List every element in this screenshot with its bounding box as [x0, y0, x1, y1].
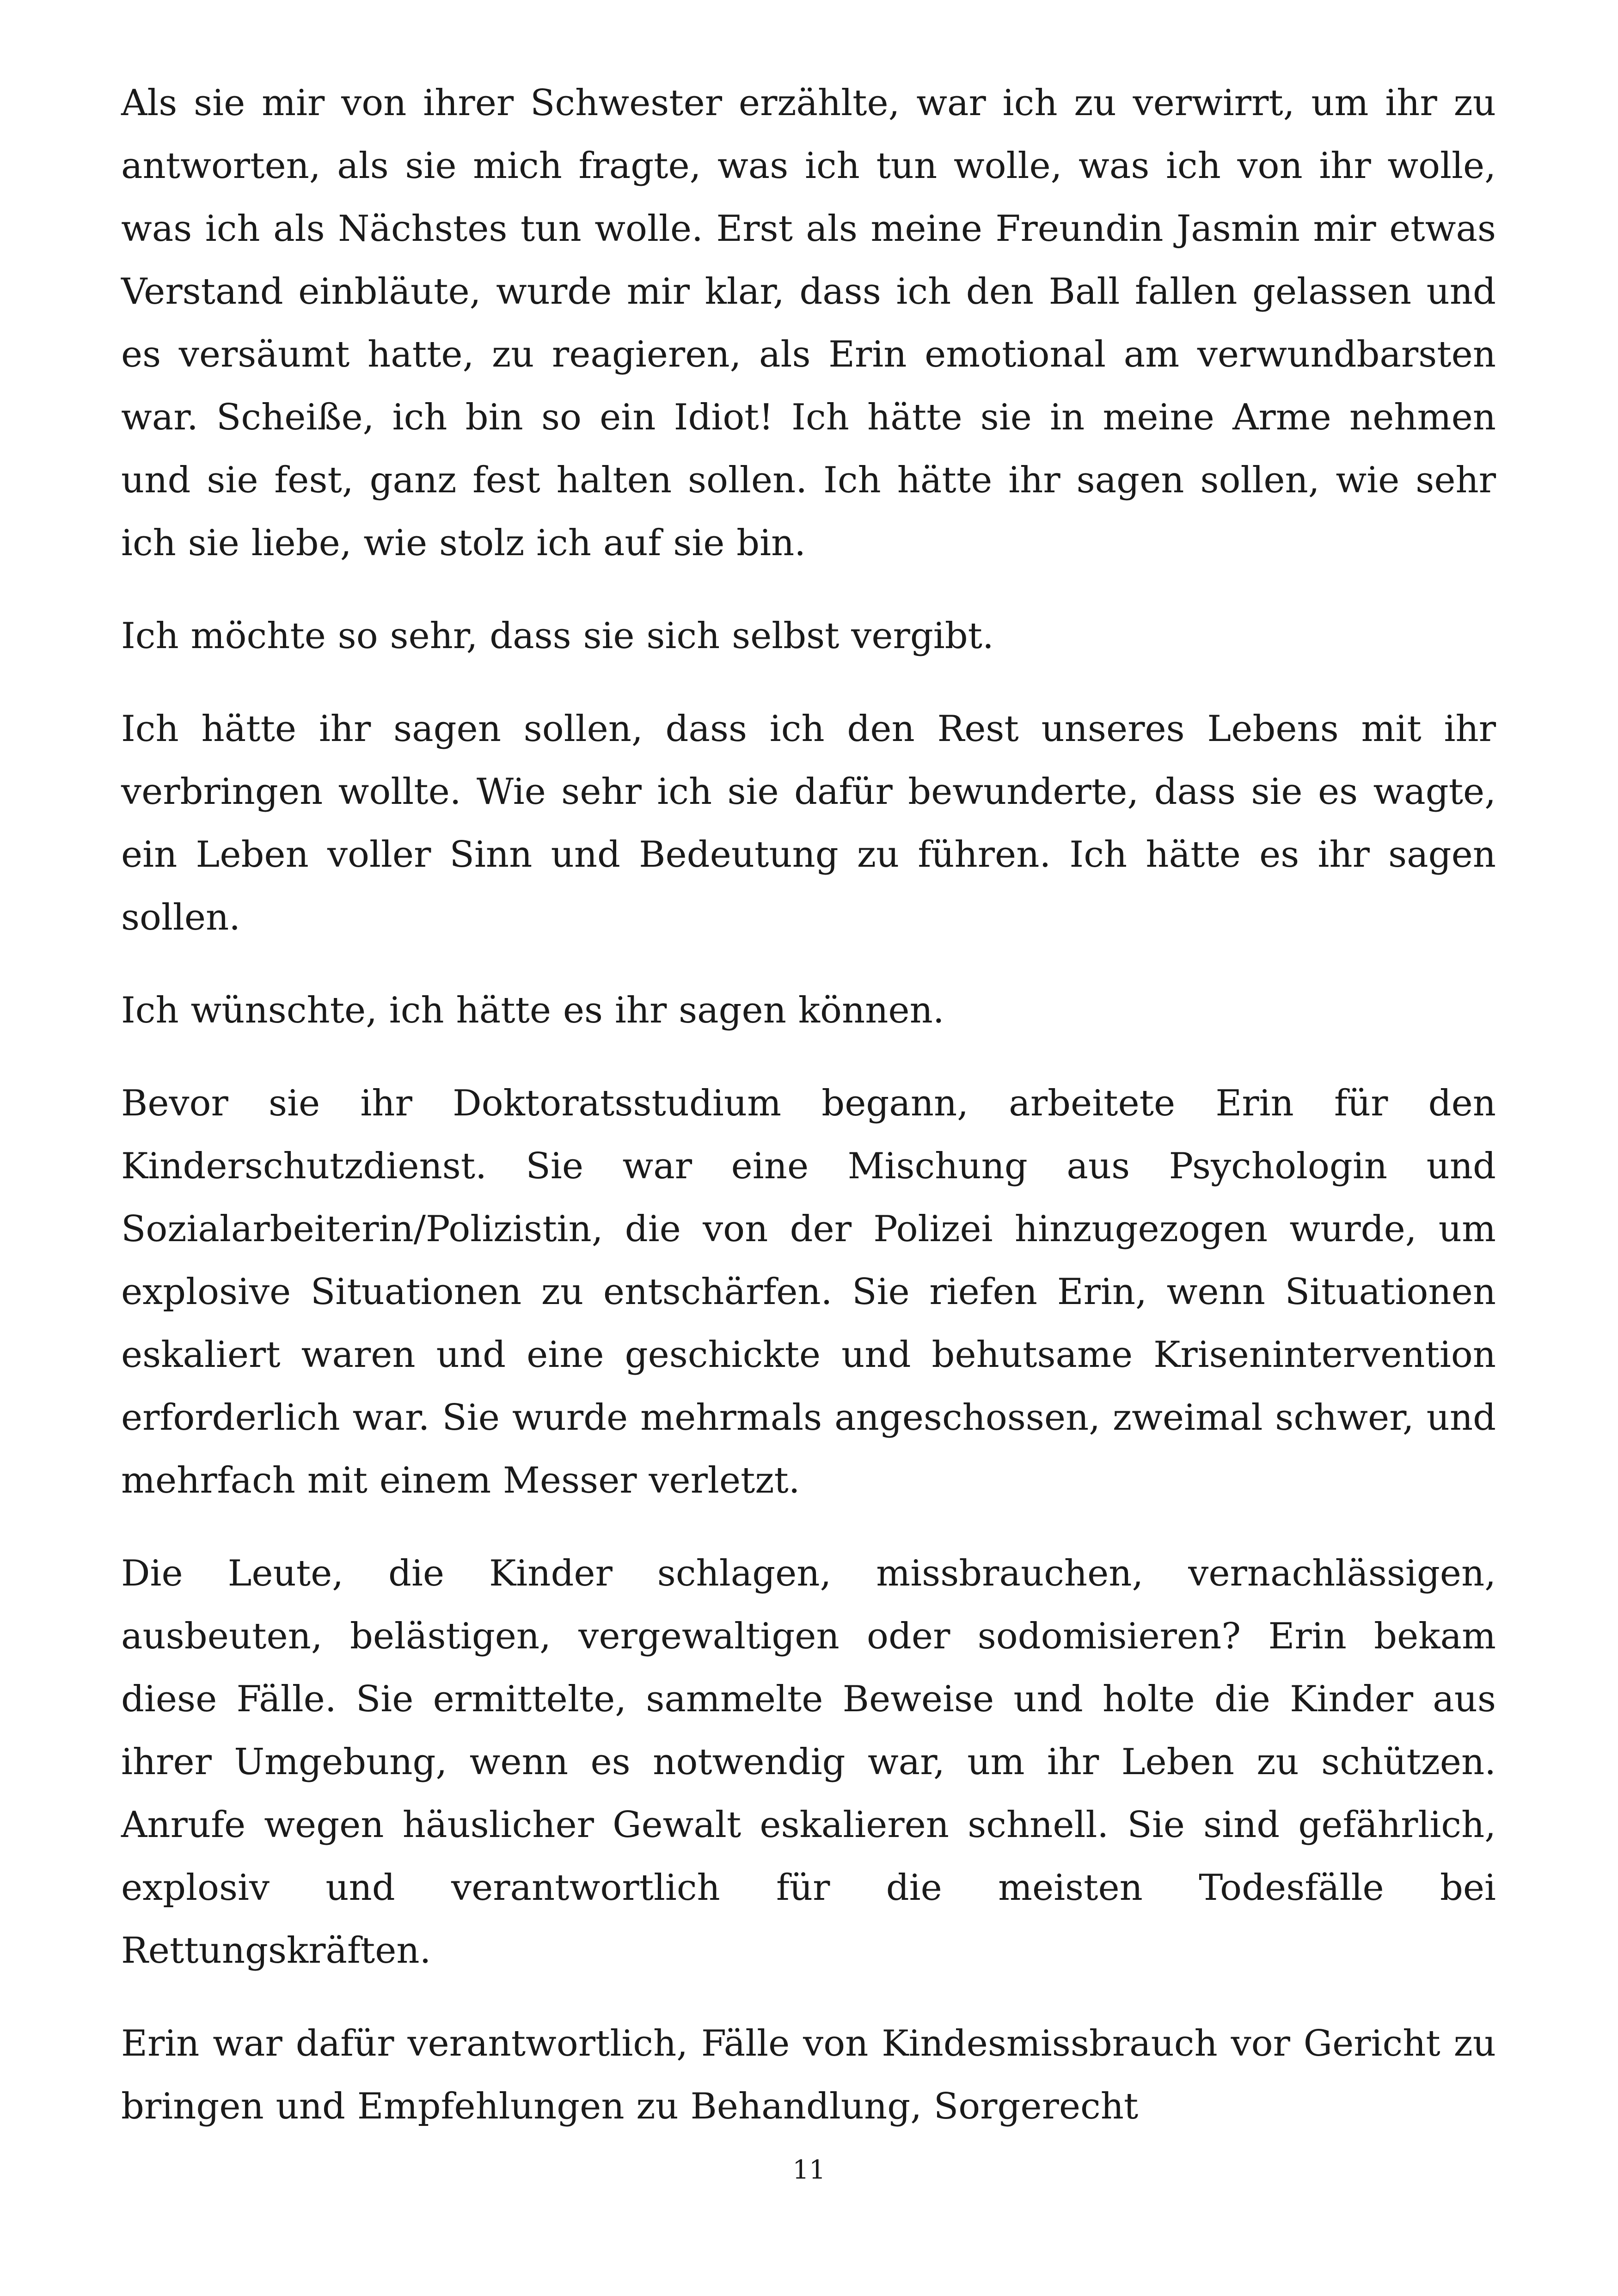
paragraph-3: Ich hätte ihr sagen sollen, dass ich den Rest unseres Lebens mit ihr verbringen wollte. Wie sehr ich sie dafür bewunderte, dass sie es wagte, ein Leben voller Sinn und Bedeutung zu führen. Ich hätte es ihr sagen sollen. [121, 708, 1496, 938]
paragraph-1: Als sie mir von ihrer Schwester erzählte, war ich zu verwirrt, um ihr zu antworten, als sie mich fragte, was ich tun wolle, was ich von ihr wolle, was ich als Nächstes tun wolle. Erst als meine Freundin Jasmin mir etwas Verstand einbläute, wurde mir klar, dass ich den Ball fallen gelassen und es versäumt hatte, zu reagieren, als Erin emotional am verwundbarsten war. Scheiße, ich bin so ein Idiot! Ich hätte sie in meine Arme nehmen und sie fest, ganz fest halten sollen. Ich hätte ihr sagen sollen, wie sehr ich sie liebe, wie stolz ich auf sie bin. [121, 82, 1496, 564]
paragraph-2: Ich möchte so sehr, dass sie sich selbst vergibt. [121, 615, 994, 657]
paragraph-5: Bevor sie ihr Doktoratsstudium begann, arbeitete Erin für den Kinderschutzdienst. Sie war eine Mischung aus Psychologin und Sozialarbeiterin/Polizistin, die von der Polizei hinzugezogen wurde, um explosive Situationen zu entschärfen. Sie riefen Erin, wenn Situationen eskaliert waren und eine geschickte und behutsame Krisenintervention erforderlich war. Sie wurde mehrmals angeschossen, zweimal schwer, und mehrfach mit einem Messer verletzt. [121, 1083, 1496, 1501]
body-text [121, 72, 1496, 2138]
page-number: 11 [792, 2155, 826, 2185]
paragraph-4: Ich wünschte, ich hätte es ihr sagen können. [121, 990, 944, 1031]
paragraph-6: Die Leute, die Kinder schlagen, missbrauchen, vernachlässigen, ausbeuten, belästigen, vergewaltigen oder sodomisieren? Erin bekam diese Fälle. Sie ermittelte, sammelte Beweise und holte die Kinder aus ihrer Umgebung, wenn es notwendig war, um ihr Leben zu schützen. Anrufe wegen häuslicher Gewalt eskalieren schnell. Sie sind gefährlich, explosiv und verantwortlich für die meisten Todesfälle bei Rettungskräften. [121, 1553, 1496, 1971]
paragraph-7: Erin war dafür verantwortlich, Fälle von Kindesmissbrauch vor Gericht zu bringen und Empfehlungen zu Behandlung, Sorgerecht [121, 2023, 1496, 2127]
